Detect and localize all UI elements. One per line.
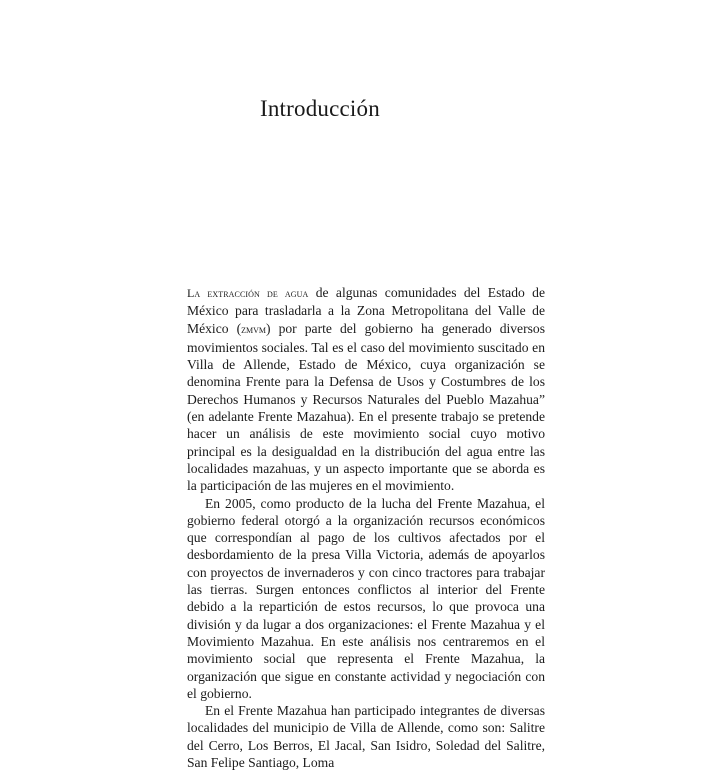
body-text (187, 284, 545, 771)
paragraph-2: En 2005, como producto de la lucha del Frente Mazahua, el gobierno federal otorgó a la organización recursos económicos que correspondían al pago de los cultivos afectados por el desbordamiento de la presa Villa Victoria, además de apoyarlos con proyectos de invernaderos y con cinco tractores para trabajar las tierras. Surgen entonces conflictos al interior del Frente debido a la repartición de estos recursos, lo que provoca una división y da lugar a dos organizaciones: el Frente Mazahua y el Movimiento Mazahua. En este análisis nos centraremos en el movimiento social que representa el Frente Mazahua, la organización que sigue en constante actividad y negociación con el gobierno. (187, 495, 545, 701)
paragraph-3: En el Frente Mazahua han participado integrantes de diversas localidades del municipio de Villa de Allende, como son: Salitre del Cerro, Los Berros, El Jacal, San Isidro, Soledad del Salitre, San Felipe Santiago, Loma (187, 703, 545, 771)
chapter-title: Introducción (260, 96, 380, 121)
paragraph-1-lead: La extracción de agua (187, 286, 309, 300)
paragraph-1-text-b: ) por parte del gobierno ha generado diversos movimientos sociales. Tal es el caso del movimiento suscitado en Villa de Allende, Estado de México, cuya organización se denomina Frente para la Defensa de Usos y Costumbres de los Derechos Humanos y Recursos Naturales del Pueblo Mazahua” (en adelante Frente Mazahua). En el presente trabajo se pretende hacer un análisis de este movimiento social cuyo motivo principal es la desigualdad en la distribución del agua entre las localidades mazahuas, y un aspecto importante que se aborda es la participación de las mujeres en el movimiento. (187, 320, 545, 494)
paragraph-1-acronym: zmvm (241, 323, 266, 336)
paragraph-1 (187, 284, 545, 495)
paragraph-1-text-a: de algunas comunidades del Estado de México para trasladarla a la Zona Metropolitana del Valle de México ( (187, 285, 545, 336)
